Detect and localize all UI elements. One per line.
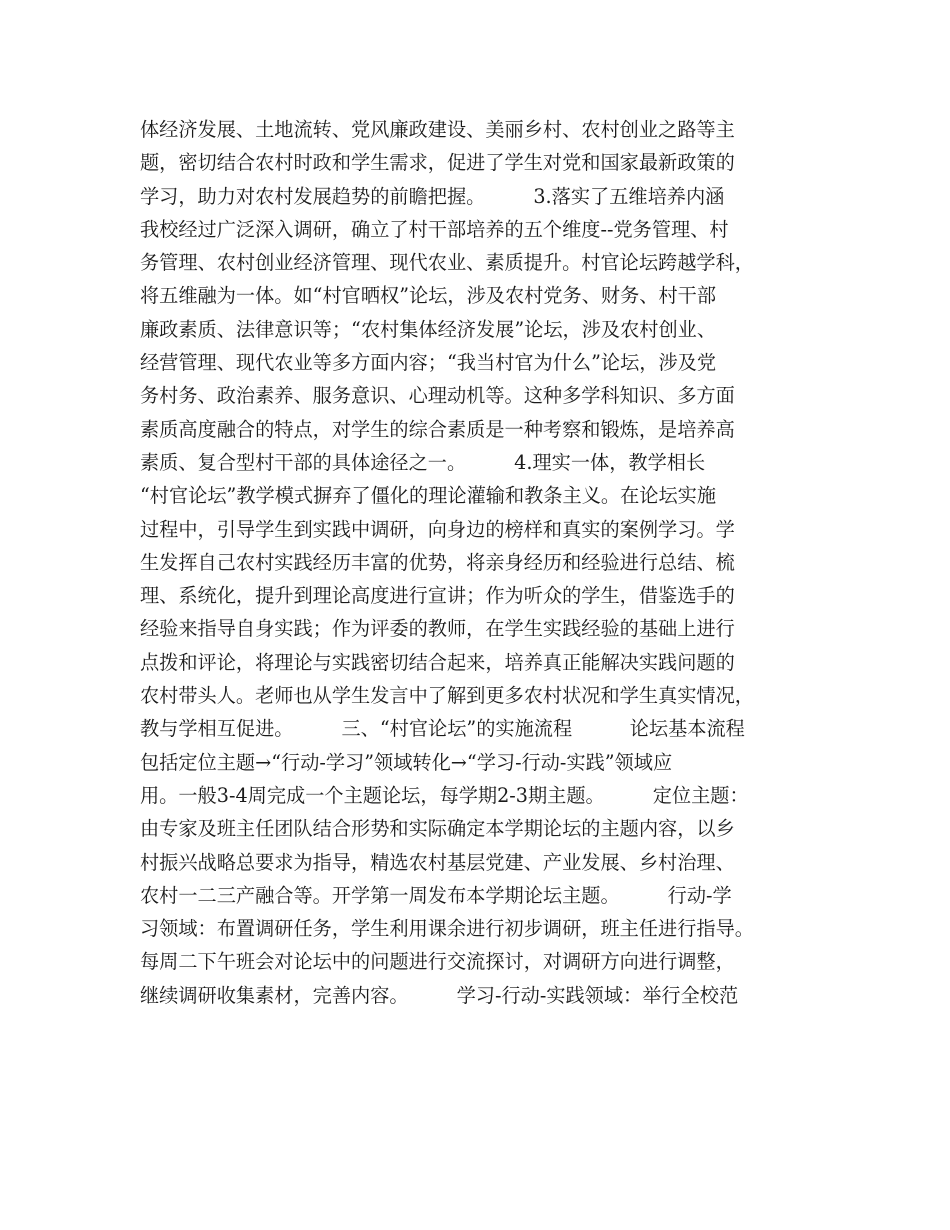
text-line: 习领域：布置调研任务，学生利用课余进行初步调研，班主任进行指导。	[140, 917, 754, 941]
text-line: 教与学相互促进。 三、“村官论坛”的实施流程 论坛基本流程	[140, 717, 745, 741]
text-line: 将五维融为一体。如“村官晒权”论坛，涉及农村党务、财务、村干部	[140, 284, 717, 308]
text-line: 经验来指导自身实践；作为评委的教师，在学生实践经验的基础上进行	[140, 617, 735, 641]
text-line: 继续调研收集素材，完善内容。 学习-行动-实践领域：举行全校范	[140, 983, 739, 1007]
text-line: 我校经过广泛深入调研，确立了村干部培养的五个维度--党务管理、村	[140, 217, 729, 241]
text-line: 由专家及班主任团队结合形势和实际确定本学期论坛的主题内容，以乡	[140, 817, 735, 841]
text-line: 廉政素质、法律意识等；“农村集体经济发展”论坛，涉及农村创业、	[140, 317, 717, 341]
text-line: 务管理、农村创业经济管理、现代农业、素质提升。村官论坛跨越学科，	[140, 251, 754, 275]
text-line: 理、系统化，提升到理论高度进行宣讲；作为听众的学生，借鉴选手的	[140, 584, 735, 608]
text-line: 用。一般3-4周完成一个主题论坛，每学期2-3期主题。 定位主题：	[140, 783, 749, 807]
text-line: 体经济发展、土地流转、党风廉政建设、美丽乡村、农村创业之路等主	[140, 118, 735, 141]
text-line: 素质、复合型村干部的具体途径之一。 4.理实一体，教学相长	[140, 450, 706, 474]
text-line: 过程中，引导学生到实践中调研，向身边的榜样和真实的案例学习。学	[140, 517, 735, 541]
text-line: 务村务、政治素养、服务意识、心理动机等。这种多学科知识、多方面	[140, 384, 735, 408]
text-line: 农村一二三产融合等。开学第一周发布本学期论坛主题。 行动-学	[140, 883, 732, 907]
text-line: 素质高度融合的特点，对学生的综合素质是一种考察和锻炼，是培养高	[140, 417, 735, 441]
text-line: 题，密切结合农村时政和学生需求，促进了学生对党和国家最新政策的	[140, 151, 735, 175]
body-text	[140, 113, 820, 1012]
text-line: 经营管理、现代农业等多方面内容；“我当村官为什么”论坛，涉及党	[140, 351, 717, 375]
text-line: 村振兴战略总要求为指导，精选农村基层党建、产业发展、乡村治理、	[140, 850, 735, 874]
text-line: “村官论坛”教学模式摒弃了僵化的理论灌输和教条主义。在论坛实施	[140, 484, 717, 508]
text-line: 每周二下午班会对论坛中的问题进行交流探讨，对调研方向进行调整，	[140, 950, 735, 974]
text-line: 农村带头人。老师也从学生发言中了解到更多农村状况和学生真实情况，	[140, 684, 754, 708]
text-line: 生发挥自己农村实践经历丰富的优势，将亲身经历和经验进行总结、梳	[140, 550, 735, 574]
text-line: 点拨和评论，将理论与实践密切结合起来，培养真正能解决实践问题的	[140, 650, 735, 674]
text-line: 学习，助力对农村发展趋势的前瞻把握。 3.落实了五维培养内涵	[140, 184, 725, 208]
text-line: 包括定位主题→“行动-学习”领域转化→“学习-行动-实践”领域应	[140, 750, 673, 774]
